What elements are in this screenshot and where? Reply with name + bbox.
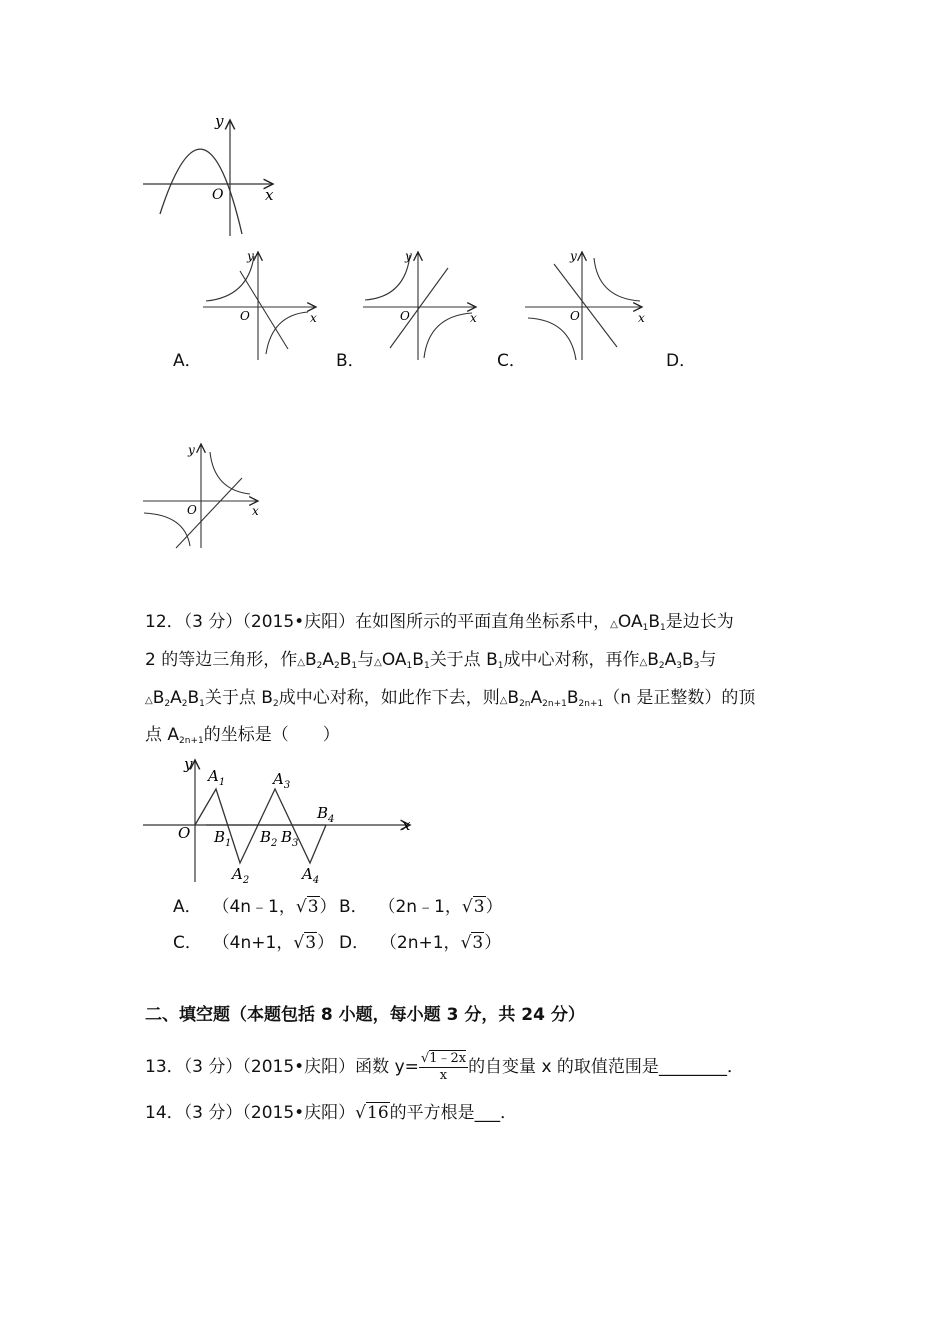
svg-text:y: y	[188, 443, 195, 457]
option-c-label: C．	[497, 351, 526, 371]
hyperbola-branch-upper	[210, 452, 250, 494]
label-b4: $B_4$	[317, 804, 335, 825]
q14-line: 14．（3 分）（2015•庆阳）√16的平方根是___．	[145, 1103, 518, 1123]
svg-text:y: y	[184, 755, 193, 773]
q12-line-1: 12．（3 分）（2015•庆阳）在如图所示的平面直角坐标系中，$\triangle OA_1B_1$是边长为	[145, 612, 734, 633]
line-decreasing	[554, 264, 617, 347]
option-a-graph	[200, 248, 325, 363]
svg-text:O: O	[178, 824, 191, 842]
label-a1: $A_1$	[208, 767, 226, 788]
svg-text:x: x	[310, 311, 317, 325]
hyperbola-branch-lower	[528, 318, 576, 360]
svg-text:x: x	[252, 504, 259, 518]
q12-option-d: D． （2n+1，√3）	[339, 933, 502, 953]
label-a3: $A_3$	[273, 770, 291, 791]
q12-line-4: 点 $A_{2n+1}$的坐标是（ ）	[145, 725, 340, 746]
svg-text:x: x	[402, 816, 411, 834]
q13-line: 13．（3 分）（2015•庆阳）函数 y= $\frac{√1﹣2x}{x}$ 的自变量 x 的取值范围是________．	[145, 1050, 744, 1083]
parabola-graph	[140, 110, 290, 240]
question-number: 13．	[145, 1057, 184, 1077]
section-heading: 二、填空题（本题包括 8 小题，每小题 3 分，共 24 分）	[145, 1005, 585, 1025]
label-b2: $B_2$	[260, 828, 278, 849]
option-b-graph	[360, 248, 485, 363]
y-label: y	[215, 112, 224, 130]
answer-blank[interactable]: ___	[474, 1103, 501, 1123]
label-a4: $A_4$	[302, 865, 320, 886]
answer-blank[interactable]: ________	[658, 1057, 727, 1077]
svg-text:y: y	[405, 249, 412, 263]
option-b-label: B．	[336, 351, 365, 371]
svg-text:y: y	[570, 249, 577, 263]
svg-text:O: O	[187, 503, 197, 517]
option-d-label: D．	[666, 351, 697, 371]
option-a-label: A．	[173, 351, 202, 371]
svg-text:O: O	[400, 309, 410, 323]
label-b3: $B_3$	[281, 828, 299, 849]
option-d-graph	[140, 440, 265, 552]
zigzag-path	[195, 789, 326, 863]
svg-text:x: x	[470, 311, 477, 325]
question-number: 14．	[145, 1103, 184, 1123]
q12-option-c: C． （4n+1，√3）	[173, 933, 335, 953]
q12-line-2: 2 的等边三角形，作$\triangle B_2A_2B_1$与$\triangle OA_1B_1$关于点 $B_1$成中心对称，再作$\triangle B_2A_3B_3$与	[145, 650, 717, 671]
q12-option-a: A． （4n﹣1，√3）	[173, 897, 337, 917]
hyperbola-branch-upper	[365, 255, 410, 300]
q12-line-3: $\triangle B_2A_2B_1$关于点 $B_2$成中心对称，如此作下去，则$\triangle B_{2n}A_{2n+1}B_{2n+1}(n$ 是正整数）的顶	[145, 688, 756, 709]
svg-text:O: O	[570, 309, 580, 323]
svg-text:y: y	[247, 249, 254, 263]
label-a2: $A_2$	[232, 865, 250, 886]
label-b1: $B_1$	[214, 828, 232, 849]
hyperbola-branch-lower	[424, 313, 472, 358]
q12-option-b: B． （2n﹣1，√3）	[339, 897, 503, 917]
option-c-graph	[522, 248, 652, 363]
svg-text:O: O	[240, 309, 250, 323]
x-label: x	[265, 186, 274, 204]
origin-label: O	[212, 187, 224, 203]
triangle-zigzag-figure	[140, 752, 420, 887]
fraction: $\frac{√1﹣2x}{x}$	[420, 1050, 467, 1083]
question-number: 12．	[145, 612, 184, 632]
svg-text:x: x	[638, 311, 645, 325]
hyperbola-branch-upper	[594, 258, 640, 301]
line-increasing	[390, 268, 448, 348]
